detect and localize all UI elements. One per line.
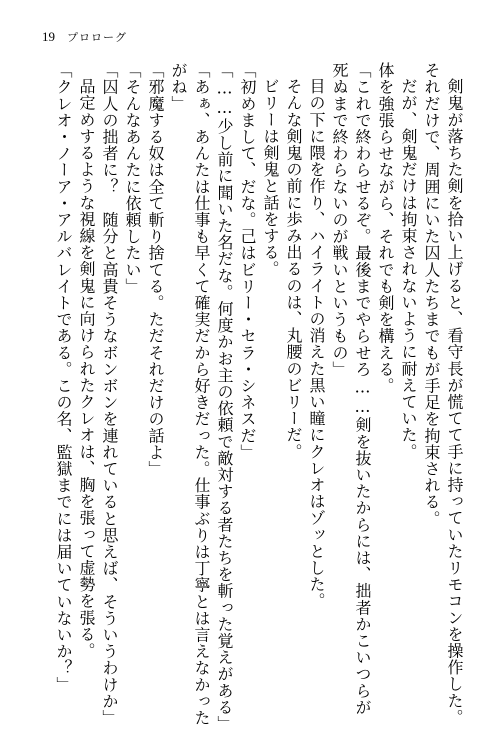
- text-line: 「囚人の拙者に？ 随分と高貴そうなボンボンを連れていると思えば、そういうわけか」: [100, 62, 119, 726]
- text-line: 「……少し前に聞いた名だな。何度かお主の依頼で敵対する者たちを斬った覚えがある」: [215, 62, 234, 732]
- text-line: 体を強張らせながら、それでも剣を構える。: [376, 62, 395, 394]
- running-title: プロローグ: [67, 31, 127, 44]
- text-line: 「これで終わらせるぞ。最後までやらせろ……剣を抜いたからには、拙者かこいつらが: [353, 62, 372, 716]
- text-line: がね」: [169, 62, 188, 112]
- text-line: 「初めまして、だな。己はビリー・セラ・シネスだ」: [238, 62, 257, 461]
- text-line: 剣鬼が落ちた剣を拾い上げると、看守長が慌てて手に持っていたリモコンを操作した。: [445, 78, 464, 726]
- page-header: [42, 30, 127, 43]
- text-line: それだけで、周囲にいた囚人たちまでもが手足を拘束される。: [422, 62, 441, 527]
- text-line: 品定めするような視線を剣鬼に向けられたクレオは、胸を張って虚勢を張る。: [77, 78, 96, 659]
- text-line: 「あぁ、あんたは仕事も早くて確実だから好きだった。仕事ぶりは丁寧とは言えなかった: [192, 62, 211, 726]
- text-line: そんな剣鬼の前に歩み出るのは、丸腰のビリーだ。: [284, 78, 303, 460]
- text-line: 死ぬまで終わらないのが戦いというもの」: [330, 62, 349, 378]
- body-text: [52, 62, 466, 732]
- text-line: だが、剣鬼だけは拘束されないように耐えていた。: [399, 78, 418, 460]
- text-line: 「邪魔する奴は全て斬り捨てる。ただそれだけの話よ」: [146, 62, 165, 477]
- text-line: 「そんなあんたに依頼したい」: [123, 62, 142, 295]
- page-number: 19: [42, 29, 55, 44]
- text-line: ビリーは剣鬼と話をする。: [261, 78, 280, 278]
- text-line: 目の下に隈を作り、ハイライトの消えた黒い瞳にクレオはゾッとした。: [307, 78, 326, 610]
- text-line: 「クレオ・ノーア・アルバレイトである。この名、監獄までには届いていないか？」: [54, 62, 73, 693]
